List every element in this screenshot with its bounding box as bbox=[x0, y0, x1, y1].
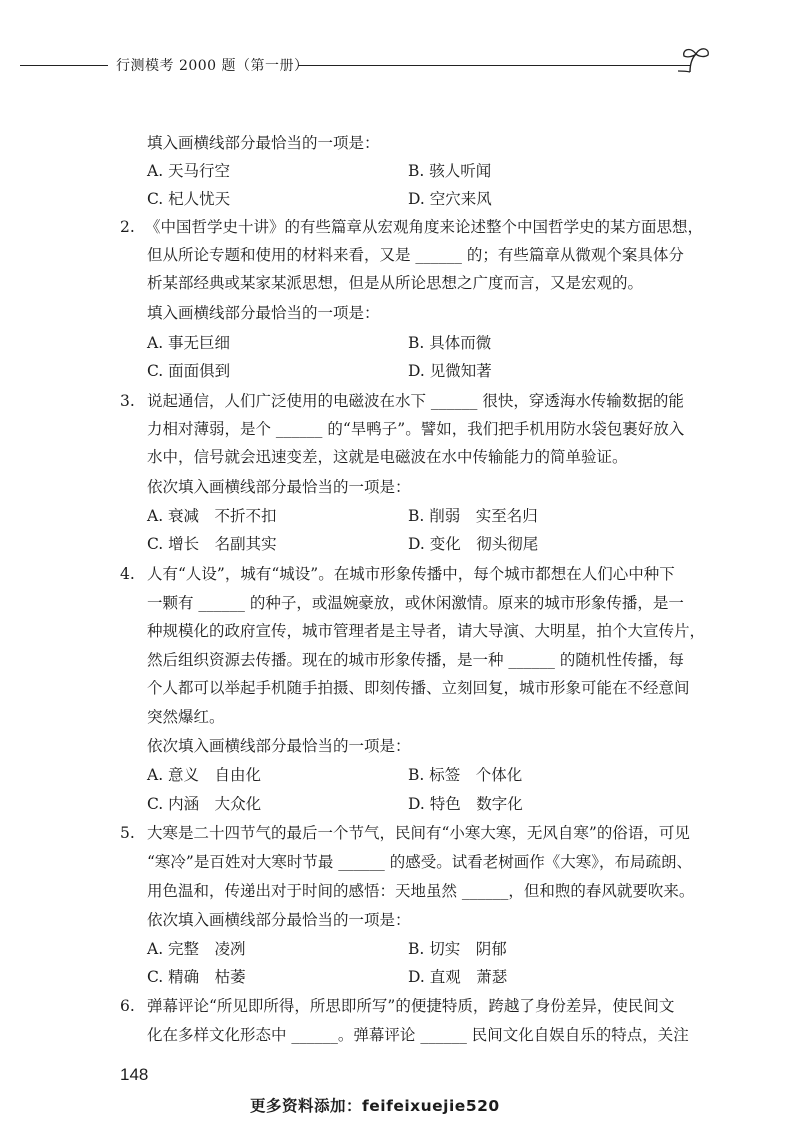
q2-option-d: D. 见微知著 bbox=[408, 362, 492, 380]
q5-stem-line: 用色温和，传递出对于时间的感悟：天地虽然 ______，但和煦的春风就要吹来。 bbox=[147, 882, 695, 900]
q5-number: 5. bbox=[120, 824, 135, 842]
q2-prompt: 填入画横线部分最恰当的一项是： bbox=[147, 304, 380, 322]
q2-option-b: B. 具体而微 bbox=[408, 334, 492, 352]
q4-stem-line: 突然爆红。 bbox=[147, 708, 225, 726]
page-number: 148 bbox=[120, 1065, 149, 1084]
q3-prompt: 依次填入画横线部分最恰当的一项是： bbox=[147, 478, 411, 496]
q3-option-c: C. 增长 名副其实 bbox=[147, 535, 277, 553]
q2-stem-line: 《中国哲学史十讲》的有些篇章从宏观角度来论述整个中国哲学史的某方面思想， bbox=[145, 218, 704, 236]
q4-stem-line: 人有“人设”，城有“城设”。在城市形象传播中，每个城市都想在人们心中种下 bbox=[147, 565, 675, 583]
q5-stem-line: “寒冷”是百姓对大寒时节最 ______ 的感受。试看老树画作《大寒》，布局疏朗、 bbox=[147, 853, 692, 871]
q5-option-a: A. 完整 凌冽 bbox=[147, 940, 246, 958]
q1-option-c: C. 杞人忧天 bbox=[147, 190, 231, 208]
q5-option-c: C. 精确 枯萎 bbox=[147, 968, 246, 986]
q1-option-b: B. 骇人听闻 bbox=[408, 162, 492, 180]
q1-option-a: A. 天马行空 bbox=[147, 162, 231, 180]
q5-prompt: 依次填入画横线部分最恰当的一项是： bbox=[147, 911, 411, 929]
q5-option-d: D. 直观 萧瑟 bbox=[408, 968, 508, 986]
q4-option-d: D. 特色 数字化 bbox=[408, 795, 523, 813]
q4-stem-line: 个人都可以举起手机随手拍摄、即刻传播、立刻回复，城市形象可能在不经意间 bbox=[147, 679, 690, 697]
q1-option-d: D. 空穴来风 bbox=[408, 190, 492, 208]
q5-stem-line: 大寒是二十四节气的最后一个节气，民间有“小寒大寒，无风自寒”的俗语，可见 bbox=[147, 824, 690, 842]
header-rule-left bbox=[20, 65, 108, 66]
header-title: 行测模考 2000 题（第一册） bbox=[116, 58, 309, 74]
footer-note: 更多资料添加：feifeixuejie520 bbox=[250, 1097, 500, 1115]
q2-option-a: A. 事无巨细 bbox=[147, 334, 231, 352]
q4-prompt: 依次填入画横线部分最恰当的一项是： bbox=[147, 737, 411, 755]
q3-option-d: D. 变化 彻头彻尾 bbox=[408, 535, 539, 553]
q2-option-c: C. 面面俱到 bbox=[147, 362, 231, 380]
q3-stem-line: 水中，信号就会迅速变差，这就是电磁波在水中传输能力的简单验证。 bbox=[147, 448, 628, 466]
q3-stem-line: 说起通信，人们广泛使用的电磁波在水下 ______ 很快，穿透海水传输数据的能 bbox=[147, 392, 684, 410]
q4-stem-line: 种规模化的政府宣传，城市管理者是主导者，请大导演、大明星，拍个大宣传片， bbox=[147, 622, 706, 640]
q3-number: 3. bbox=[120, 392, 135, 410]
q6-stem-line: 弹幕评论“所见即所得，所思即所写”的便捷特质，跨越了身份差异，使民间文 bbox=[147, 997, 675, 1015]
q4-stem-line: 然后组织资源去传播。现在的城市形象传播，是一种 ______ 的随机性传播，每 bbox=[147, 651, 684, 669]
q2-number: 2. bbox=[120, 218, 135, 236]
q1-prompt: 填入画横线部分最恰当的一项是： bbox=[147, 134, 380, 152]
q3-option-b: B. 削弱 实至名归 bbox=[408, 507, 538, 525]
q2-stem-line: 析某部经典或某家某派思想，但是从所论思想之广度而言，又是宏观的。 bbox=[147, 274, 644, 292]
q6-number: 6. bbox=[120, 997, 135, 1015]
running-header bbox=[0, 44, 800, 80]
sprout-icon bbox=[676, 44, 716, 74]
q4-option-a: A. 意义 自由化 bbox=[147, 766, 262, 784]
q4-option-b: B. 标签 个体化 bbox=[408, 766, 523, 784]
q3-option-a: A. 衰减 不折不扣 bbox=[147, 507, 277, 525]
q4-option-c: C. 内涵 大众化 bbox=[147, 795, 262, 813]
q6-stem-line: 化在多样文化形态中 ______。弹幕评论 ______ 民间文化自娱自乐的特点，关注 bbox=[147, 1026, 689, 1044]
q2-stem-line: 但从所论专题和使用的材料来看，又是 ______ 的；有些篇章从微观个案具体分 bbox=[147, 246, 684, 264]
q4-stem-line: 一颗有 ______ 的种子，或温婉豪放，或休闲激情。原来的城市形象传播，是一 bbox=[147, 594, 684, 612]
q5-option-b: B. 切实 阴郁 bbox=[408, 940, 507, 958]
q4-number: 4. bbox=[120, 565, 135, 583]
header-rule-right bbox=[298, 65, 690, 66]
q3-stem-line: 力相对薄弱，是个 ______ 的“旱鸭子”。譬如，我们把手机用防水袋包裹好放入 bbox=[147, 420, 685, 438]
